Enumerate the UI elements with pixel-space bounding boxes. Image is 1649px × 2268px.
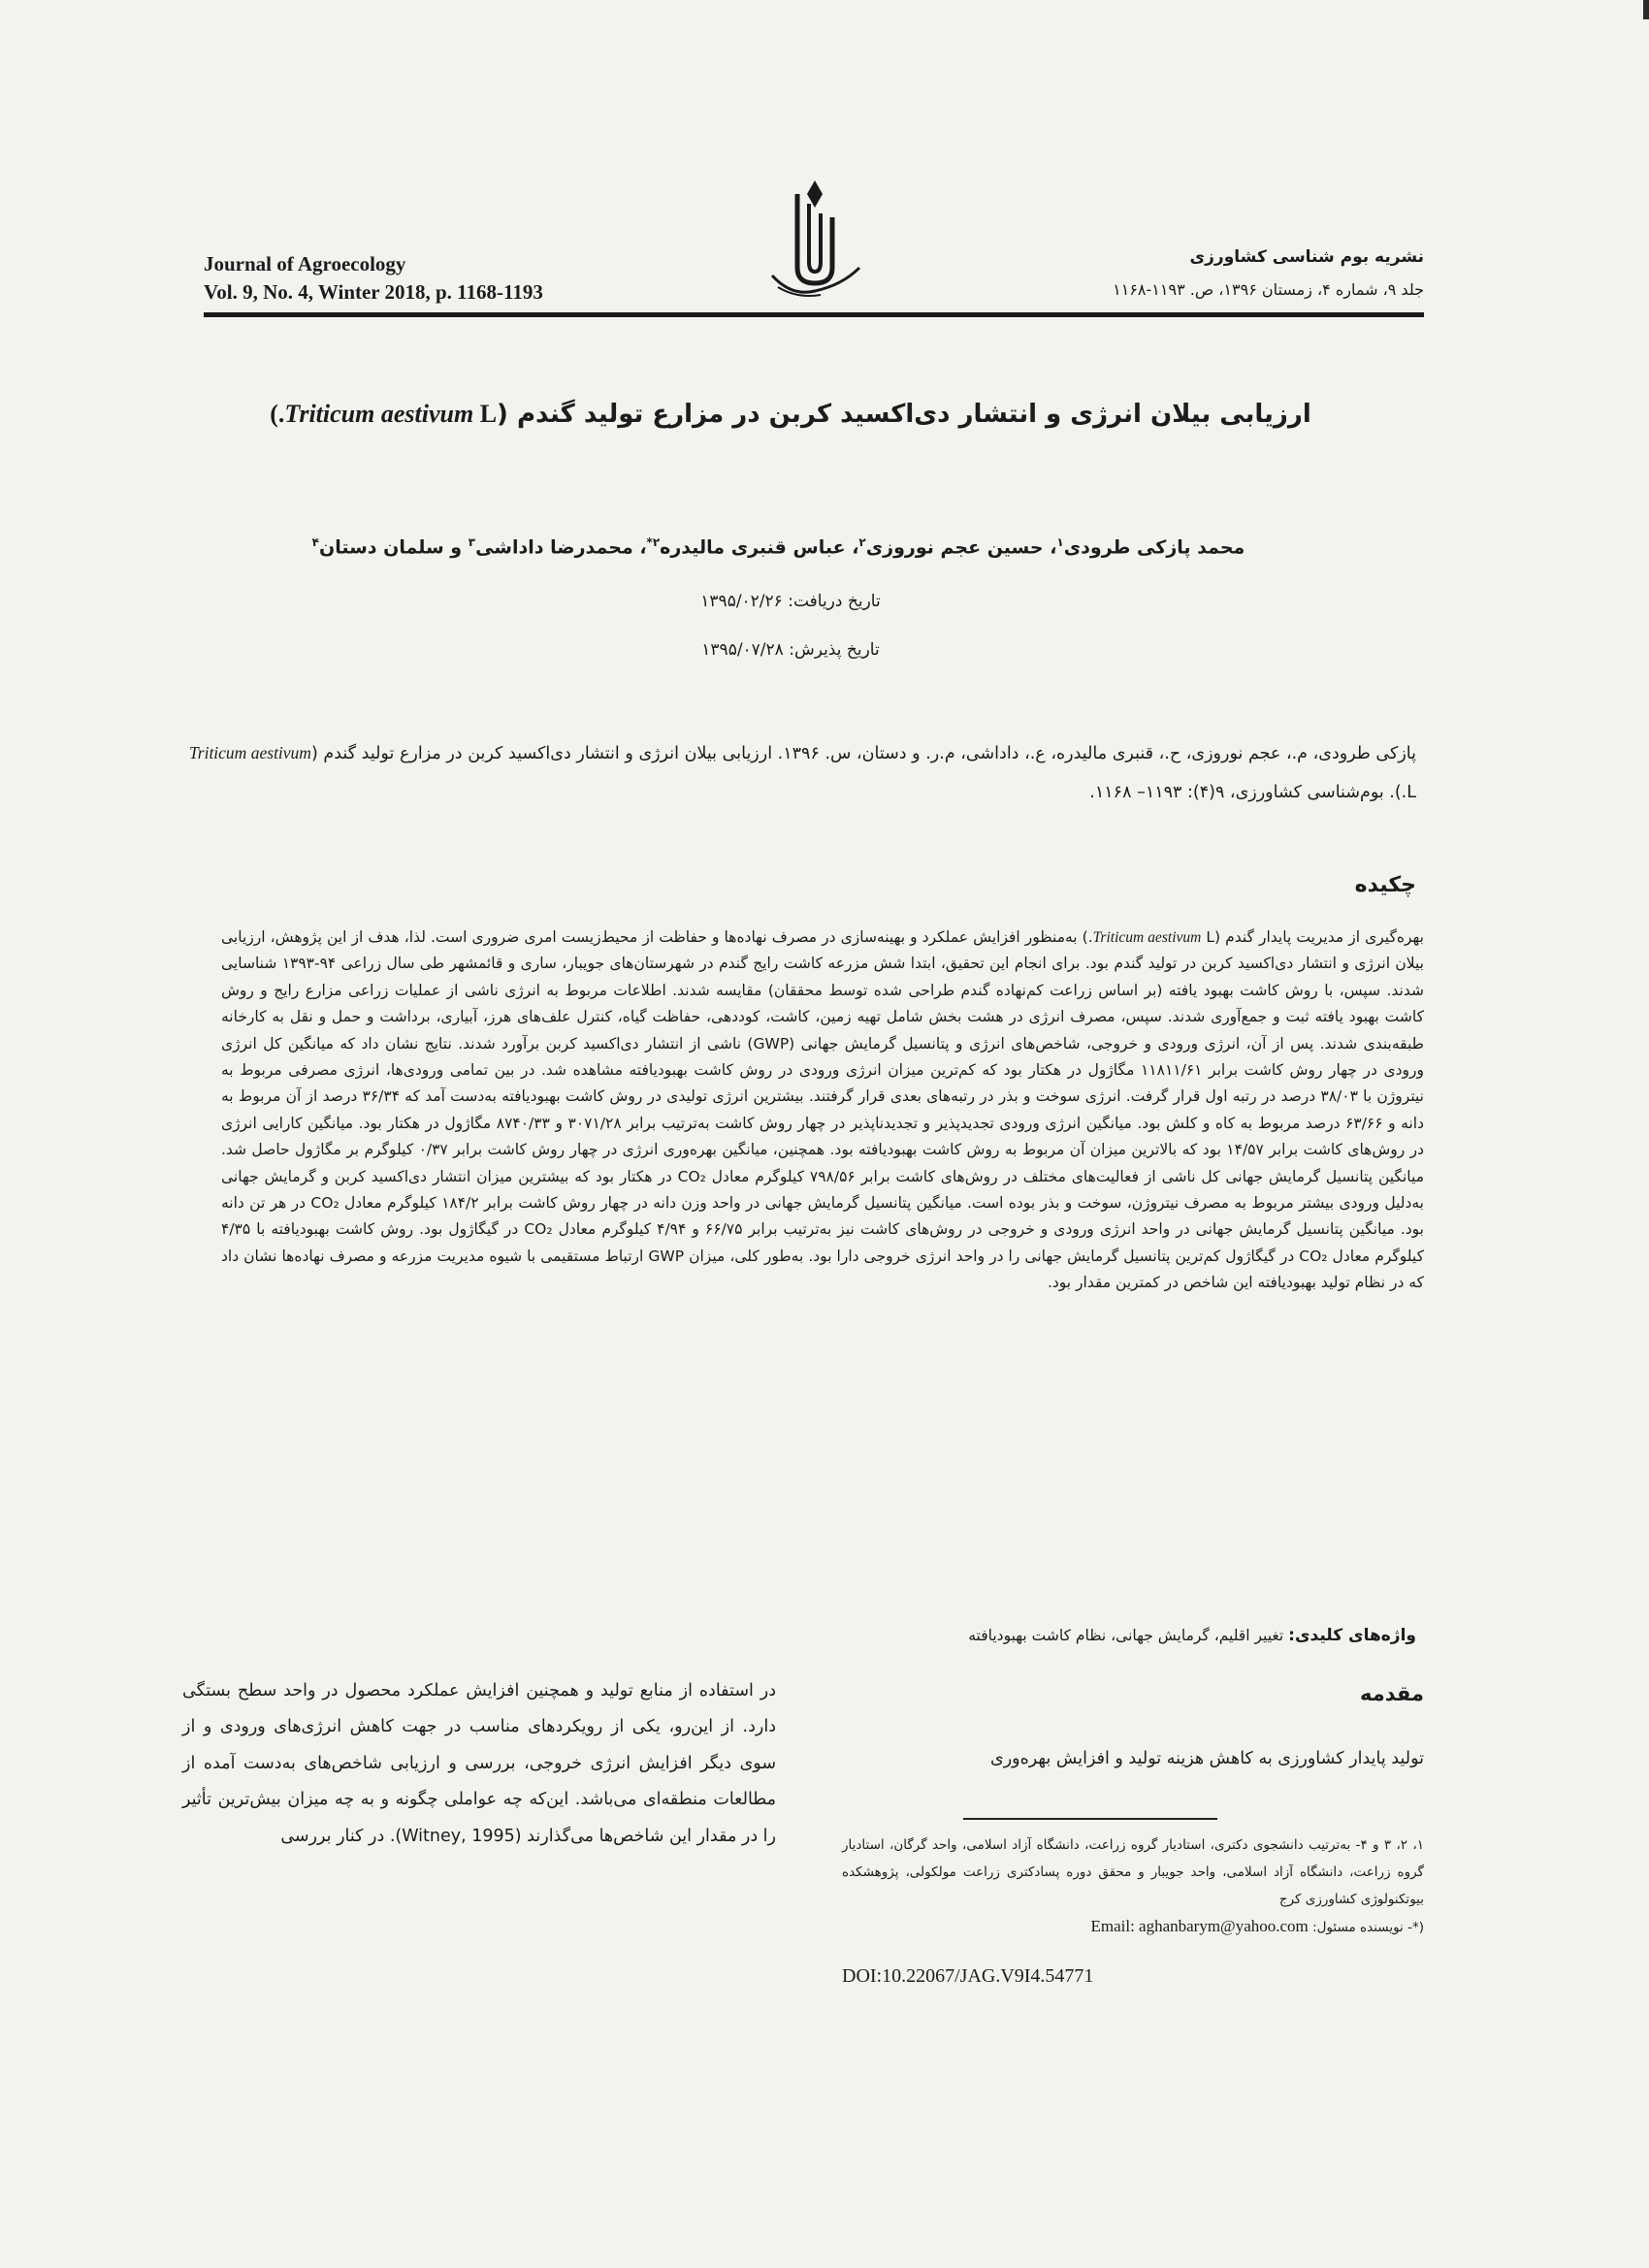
citation [189,733,1416,812]
title-text: ارزیابی بیلان انرژی و انتشار دی‌اکسید کربن در مزارع تولید گندم ( [497,400,1311,429]
author-4: ، محمدرضا داداشی [475,536,647,559]
intro-right-column: تولید پایدار کشاورزی به کاهش هزینه تولید و افزایش بهره‌وری [990,1749,1424,1768]
journal-name-fa: نشریه بوم شناسی کشاورزی [1189,247,1424,267]
author-2: ، حسین عجم نوروزی [865,536,1057,559]
university-logo [759,175,871,303]
title-scientific-name: Triticum aestivum [284,400,474,428]
author-5: و سلمان دستان [319,536,469,559]
abstract-text-2: L.) به‌منظور افزایش عملکرد و بهینه‌سازی در مصرف نهاده‌ها و حفاظت از محیط‌زیست امری ضروری است. لذا، هدف از این پژوهش، ارزیابی بیلان انرژی و انتشار دی‌اکسید کربن در تولید گندم بود. برای انجام این تحقیق، ابتدا شش مزرعه کاشت رایج گندم در شهرستان‌های جویبار، ساری و قائمشهر طی سال زراعی ۹۴-۱۳۹۳ شناسایی شدند. سپس، با روش کاشت بهبود یافته (بر اساس زراعت کم‌نهاده گندم طراحی شده توسط محققان) مقایسه شدند. اطلاعات مربوط به انرژی ناشی از عملیات زراعی مزارع رایج و روش کاشت بهبود یافته ثبت و جمع‌آوری شدند. سپس، مصرف انرژی در هشت بخش شامل تهیه زمین، کاشت، کوددهی، حفاظت گیاه، کنترل علف‌های هرز، آبیاری، برداشت و حمل و نقل به کارخانه طبقه‌بندی شدند. پس از آن، انرژی ورودی و خروجی، شاخص‌های انرژی و پتانسیل گرمایش جهانی (GWP) ناشی از انتشار دی‌اکسید کربن برآورد شدند. نتایج نشان داد که میانگین کل انرژی ورودی در چهار روش کاشت برابر ۱۱۸۱۱/۶۱ مگاژول در هکتار بود که کم‌ترین میزان انرژی ورودی در روش کاشت بهبودیافته مشاهده شد. در بین تمامی ورودی‌ها، انرژی مصرفی مربوط به نیتروژن با ۳۸/۰۳ درصد در رتبه اول قرار گرفت. انرژی سوخت و بذر در رتبه‌های بعدی قرار گرفتند. بیشترین انرژی تولیدی در روش کاشت بهبودیافته به‌دست آمد که ۳۶/۳۴ درصد از آن مربوط به دانه و ۶۳/۶۶ درصد مربوط به کاه و کلش بود. میانگین انرژی ورودی تجدیدپذیر و تجدیدناپذیر در چهار روش کاشت به‌ترتیب برابر ۳۰۷۱/۲۸ و ۸۷۴۰/۳۳ مگاژول در هکتار بود. میانگین کارایی انرژی در روش‌های کاشت برابر ۱۴/۵۷ بود که بالاترین میزان آن مربوط به روش کاشت بهبودیافته بود. همچنین، میانگین بهره‌وری انرژی در چهار روش کاشت برابر ۰/۳۷ کیلوگرم بر مگاژول حاصل شد. میانگین پتانسیل گرمایش جهانی کل ناشی از فعالیت‌های مختلف در روش‌های کاشت برابر ۷۹۸/۵۶ کیلوگرم معادل CO₂ در هکتار بود که بیشترین میزان انتشار دی‌اکسید کربن و گرمایش جهانی به‌دلیل ورودی بیشتر مربوط به مصرف نیتروژن، سوخت و بذر بوده است. میانگین پتانسیل گرمایش جهانی در واحد وزن دانه در چهار روش کاشت برابر ۱۸۴/۲ کیلوگرم معادل CO₂ در هر تن دانه بود. میانگین پتانسیل گرمایش جهانی در واحد انرژی ورودی و خروجی در روش‌های کاشت نیز به‌ترتیب برابر ۶۶/۷۵ و ۴/۹۴ کیلوگرم معادل CO₂ در گیگاژول بود. روش کاشت بهبودیافته با ۴/۳۵ کیلوگرم معادل CO₂ در گیگاژول کم‌ترین پتانسیل گرمایش جهانی را در واحد انرژی خروجی دارا بود. به‌طور کلی، میزان GWP ارتباط مستقیمی با شیوه مدیریت مزرعه و مصرف نهاده‌ها نشان داد که در نظام تولید بهبودیافته این شاخص در کمترین مقدار بود. [221,928,1425,1292]
footnote-affiliations: ۱، ۲، ۳ و ۴- به‌ترتیب دانشجوی دکتری، استادیار گروه زراعت، دانشگاه آزاد اسلامی، واحد گرگان، استادیار گروه زراعت، دانشگاه آزاد اسلامی، واحد جویبار و محقق دوره پسادکتری زراعت مولکولی، پژوهشکده بیوتکنولوژی کشاورزی کرج [842,1837,1424,1907]
intro-left-column: در استفاده از منابع تولید و همچنین افزایش عملکرد محصول در واحد سطح بستگی دارد. از این‌رو، یکی از رویکردهای مناسب در جهت کاهش انرژی‌های ورودی و از سوی دیگر افزایش انرژی خروجی، بررسی و ارزیابی شاخص‌های به‌دست آمده از مطالعات منطقه‌ای می‌باشد. این‌که چه عواملی چگونه و به چه میزان بیش‌ترین تأثیر را در مقدار این شاخص‌ها می‌گذارند (Witney, 1995). در کنار بررسی [182,1681,776,1846]
author-2-affil: ۲ [858,535,866,549]
footnote-divider [963,1818,1217,1820]
journal-issue-en: Vol. 9, No. 4, Winter 2018, p. 1168-1193 [204,280,543,304]
keywords-value: تغییر اقلیم، گرمایش جهانی، نظام کاشت بهبودیافته [968,1627,1289,1644]
abstract-body [221,924,1424,1297]
title-authority: L.) [270,400,498,428]
received-date: تاریخ دریافت: ۱۳۹۵/۰۲/۲۶ [700,592,881,611]
citation-scientific-name: Triticum aestivum [189,743,311,762]
scan-artifact [1643,0,1649,19]
author-4-affil: ۳ [468,535,476,549]
journal-issue-fa: جلد ۹، شماره ۴، زمستان ۱۳۹۶، ص. ۱۱۹۳-۱۱۶۸ [1113,280,1424,299]
author-1: محمد پازکی طرودی [1063,536,1245,559]
author-list [194,535,1363,558]
abstract-heading: چکیده [1354,873,1416,897]
author-1-affil: ۱ [1056,535,1064,549]
abstract-text-1: بهره‌گیری از مدیریت پایدار گندم ( [1214,928,1424,946]
author-3: ، عباس قنبری مالیدره [660,536,859,559]
keywords [968,1626,1416,1645]
journal-name-en: Journal of Agroecology [204,252,406,275]
footnote [842,1831,1424,1941]
accepted-date: تاریخ پذیرش: ۱۳۹۵/۰۷/۲۸ [701,640,880,660]
citation-text-2: L.). بوم‌شناسی کشاورزی، ۹(۴): ۱۱۹۳– ۱۱۶۸. [1089,783,1416,802]
footnote-corresponding-label: (*- نویسنده مسئول: [1308,1920,1424,1935]
author-3-affil: ۲* [646,535,661,549]
journal-header-english [204,250,611,307]
citation-text-1: پازکی طرودی، م.، عجم نوروزی، ح.، قنبری مالیدره، ع.، داداشی، م.ر. و دستان، س. ۱۳۹۶. ارزیابی بیلان انرژی و انتشار دی‌اکسید کربن در مزارع تولید گندم ( [310,744,1416,763]
keywords-label: واژه‌های کلیدی: [1288,1626,1416,1645]
author-5-affil: ۴ [311,535,319,549]
header-divider [204,312,1424,317]
intro-heading: مقدمه [1360,1682,1424,1705]
article-title [194,400,1387,429]
footnote-email: Email: aghanbarym@yahoo.com [1090,1917,1309,1935]
abstract-scientific-name: Triticum aestivum [1092,929,1202,946]
doi: DOI:10.22067/JAG.V9I4.54771 [842,1965,1094,1987]
journal-header-persian [978,241,1424,307]
